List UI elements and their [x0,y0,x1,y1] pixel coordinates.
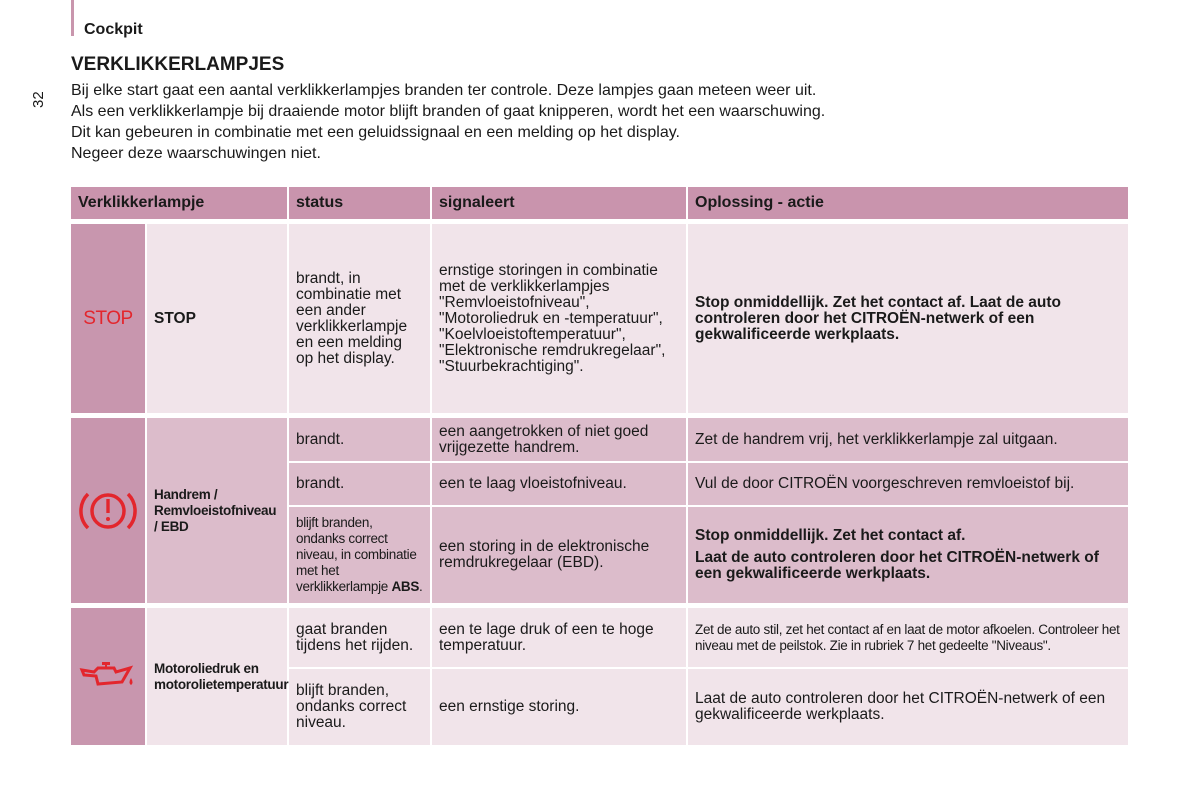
oil-signal-1: een te lage druk of een te hoge temperatuur. [432,608,686,667]
oil-action-2: Laat de auto controleren door het CITROËN-netwerk of een gekwalificeerde werkplaats. [688,669,1128,745]
page-number: 32 [30,91,47,108]
stop-name: STOP [147,224,287,413]
header-signal: signaleert [432,187,686,219]
intro-line: Als een verklikkerlampje bij draaiende motor blijft branden of gaat knipperen, wordt het een waarschuwing. [71,103,826,120]
oil-action-1: Zet de auto stil, zet het contact af en laat de motor afkoelen. Controleer het niveau met de peilstok. Zie in rubriek 7 het gedeelte "Niveaus". [688,608,1128,667]
oil-status-1: gaat branden tijdens het rijden. [289,608,430,667]
brake-action-2: Vul de door CITROËN voorgeschreven remvloeistof bij. [688,463,1128,505]
section-title: Cockpit [84,21,143,38]
stop-signal: ernstige storingen in combinatie met de verklikkerlampjes "Remvloeistofniveau", "Motoroliedruk en -temperatuur", "Koelvloeistoftemperatuur", "Elektronische remdrukregelaar", "Stuurbekrachtiging". [432,224,686,413]
intro-line: Negeer deze waarschuwingen niet. [71,145,321,162]
stop-icon [71,224,145,413]
intro-line: Dit kan gebeuren in combinatie met een geluidssignaal en een melding op het display. [71,124,680,141]
status-text [296,515,423,595]
header-lamp: Verklikkerlampje [71,187,287,219]
status-end: . [419,579,423,594]
brake-signal-1: een aangetrokken of niet goed vrijgezette handrem. [432,418,686,461]
brake-signal-2: een te laag vloeistofniveau. [432,463,686,505]
brake-status-1: brandt. [289,418,430,461]
page-title: VERKLIKKERLAMPJES [71,54,285,75]
stop-status: brandt, in combinatie met een ander verklikkerlampje en een melding op het display. [289,224,430,413]
brake-name: Handrem / Remvloeistofniveau / EBD [147,418,287,603]
brake-status-2: brandt. [289,463,430,505]
brake-action-3 [688,507,1128,603]
status-part: blijft branden, ondanks correct niveau, in combinatie met het verklikkerlampje [296,515,417,594]
oil-can-icon [71,608,145,745]
abs-label: ABS [391,579,420,594]
brake-status-3 [289,507,430,603]
oil-name: Motoroliedruk en motorolietemperatuur [147,608,287,745]
action-line: Stop onmiddellijk. Zet het contact af. [695,527,966,544]
section-bar [71,0,74,36]
oil-status-2: blijft branden, ondanks correct niveau. [289,669,430,745]
brake-warning-icon [71,418,145,603]
intro-text [71,80,825,164]
intro-line: Bij elke start gaat een aantal verklikkerlampjes branden ter controle. Deze lampjes gaan meteen weer uit. [71,82,817,99]
stop-icon-text: STOP [83,307,133,329]
brake-action-1: Zet de handrem vrij, het verklikkerlampje zal uitgaan. [688,418,1128,461]
brake-signal-3: een storing in de elektronische remdrukregelaar (EBD). [432,507,686,603]
oil-signal-2: een ernstige storing. [432,669,686,745]
stop-action: Stop onmiddellijk. Zet het contact af. Laat de auto controleren door het CITROËN-netwerk of een gekwalificeerde werkplaats. [688,224,1128,413]
action-line: Laat de auto controleren door het CITROËN-netwerk of een gekwalificeerde werkplaats. [695,549,1099,582]
header-status: status [289,187,430,219]
header-action: Oplossing - actie [688,187,1128,219]
